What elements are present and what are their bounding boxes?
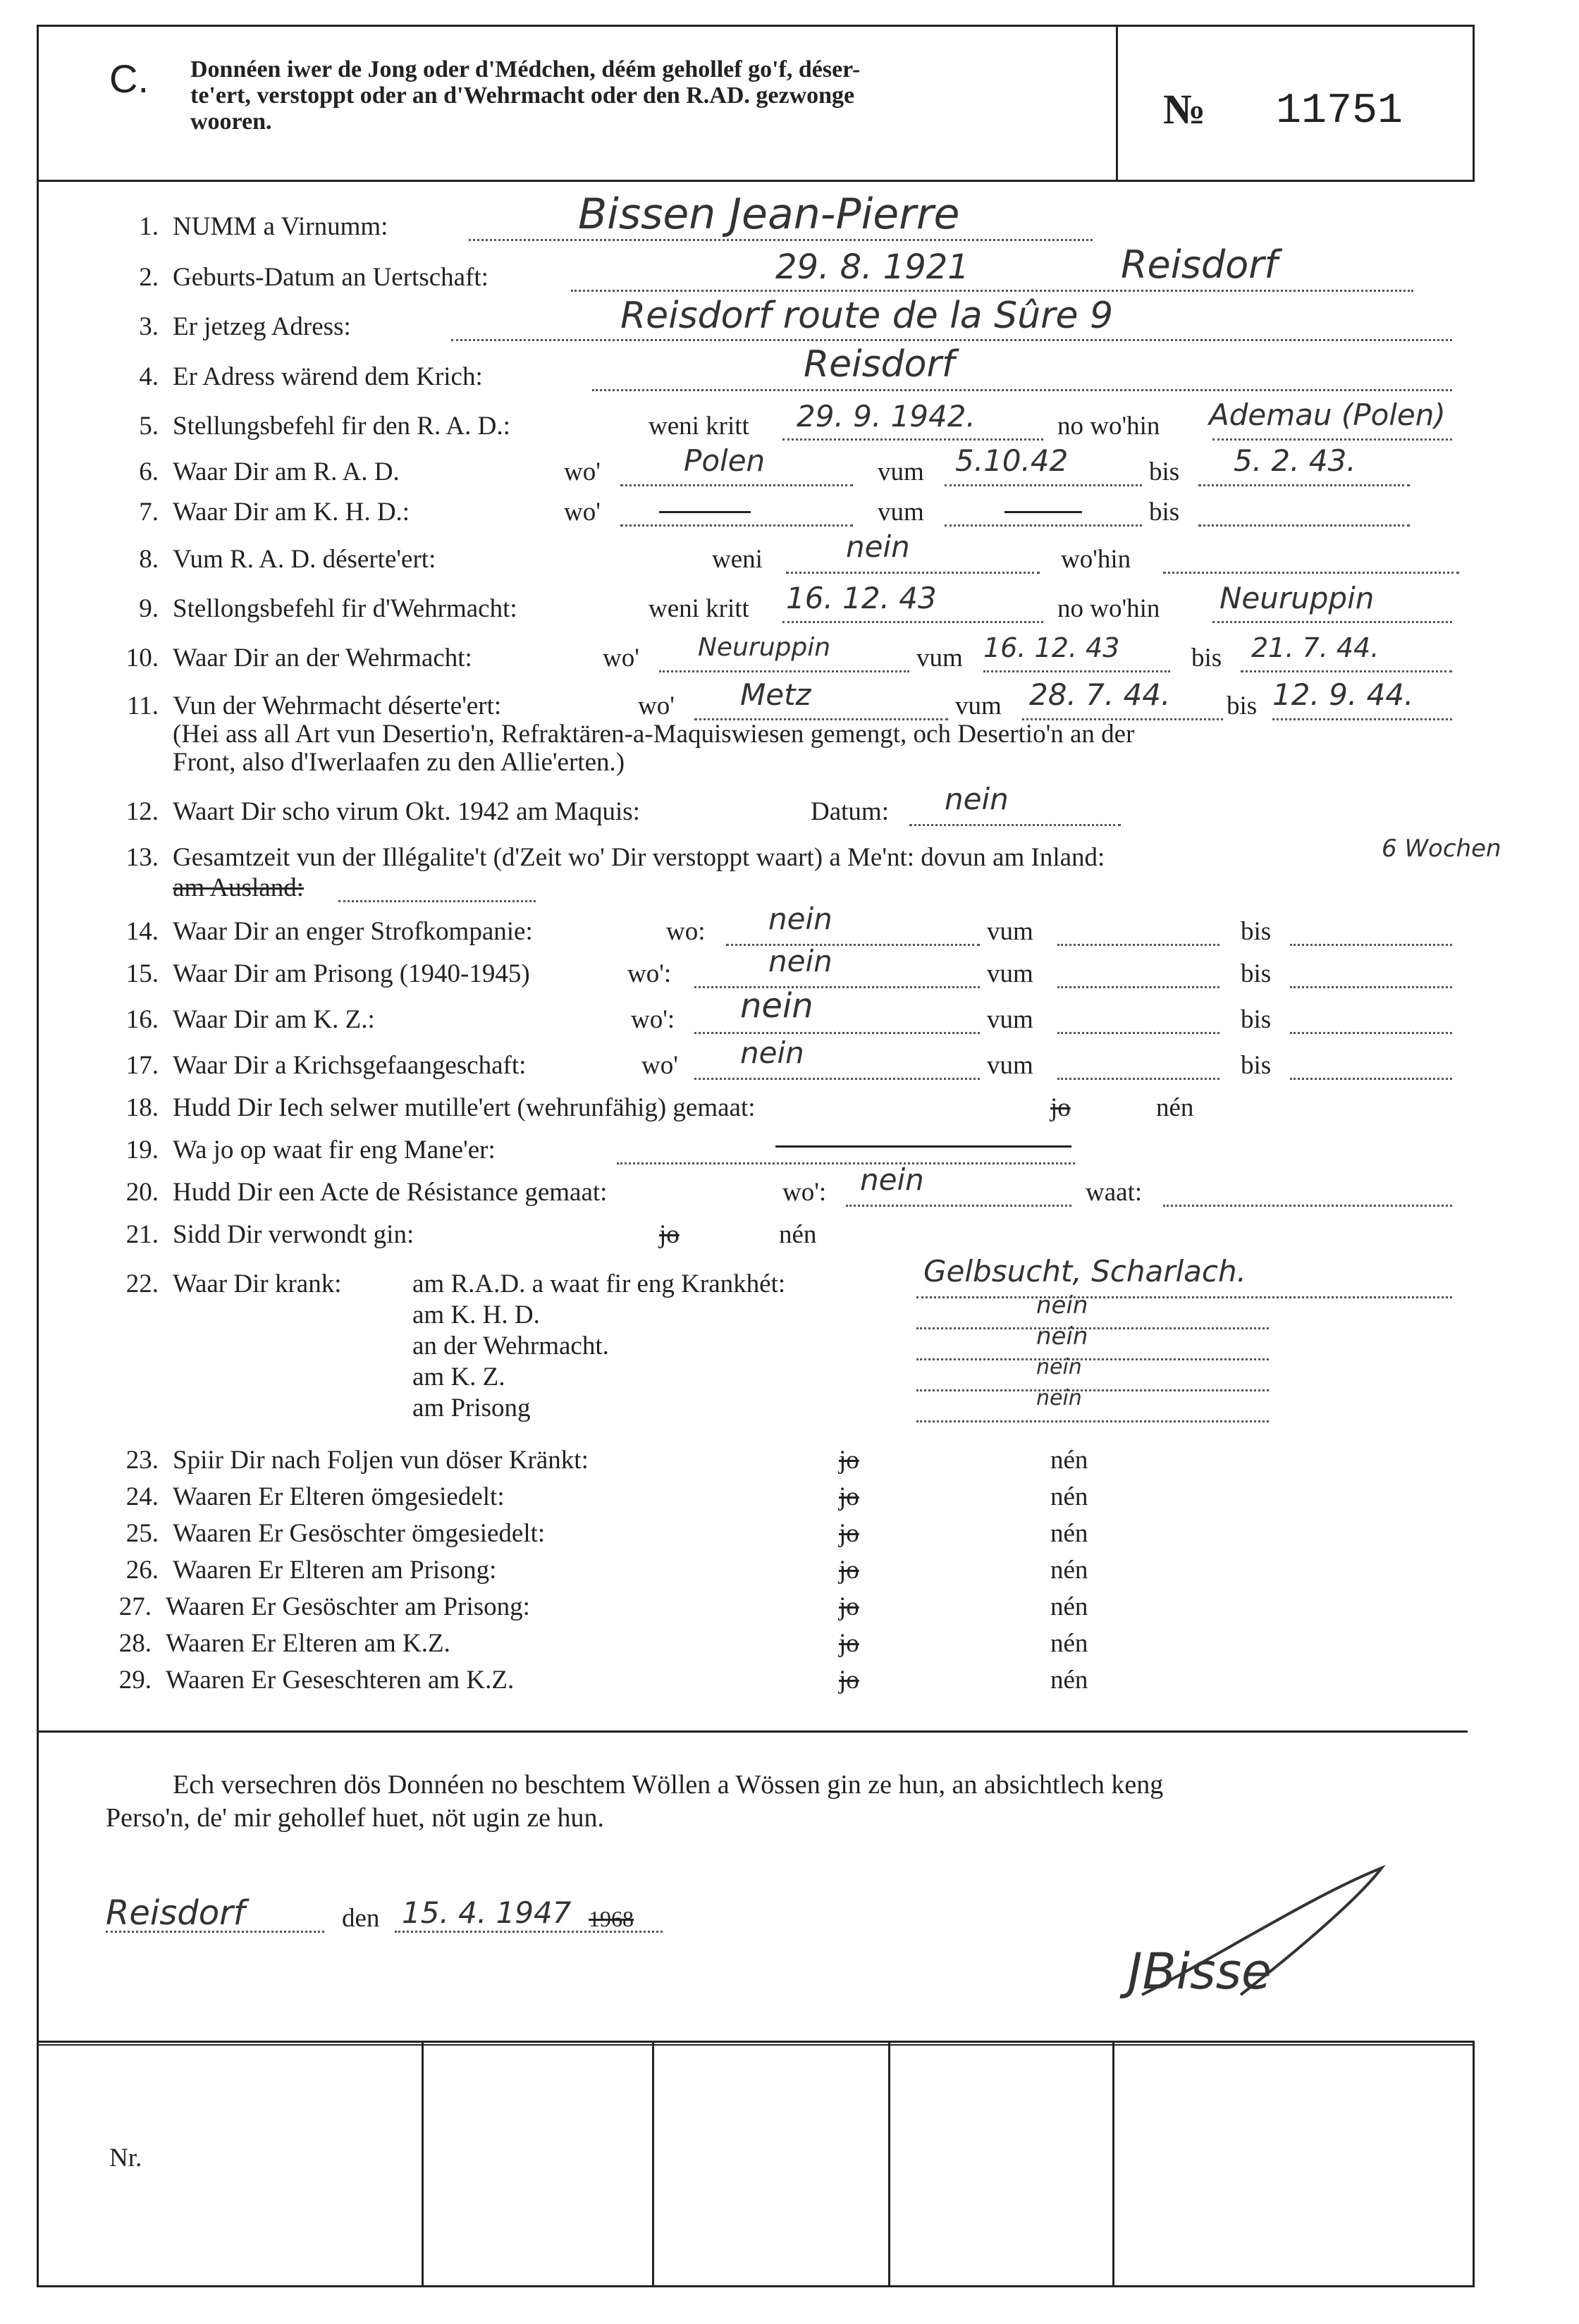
item-label: Waaren Er Gesöschter am Prisong: [166, 1592, 530, 1621]
wo-label: wo' [564, 498, 601, 527]
answer-line [916, 1355, 1269, 1360]
item-label: Waar Dir an enger Strofkompanie: [173, 917, 533, 946]
bis-label: bis [1241, 959, 1272, 988]
answer-line [1057, 983, 1219, 988]
item-label: NUMM a Virnumm: [173, 212, 388, 241]
item-number: 10. [125, 644, 159, 672]
wo-label: wo': [782, 1178, 827, 1207]
answer-line [782, 436, 1043, 441]
handwritten-place: Reisdorf [1121, 242, 1278, 287]
answer-line [694, 1075, 980, 1080]
answer-line [782, 618, 1043, 623]
struck-year: 1968 [589, 1906, 634, 1931]
item-number: 15. [125, 959, 159, 988]
handwritten-answer: nein [740, 1035, 804, 1070]
item-number: 21. [125, 1220, 159, 1249]
item-label: Waar Dir an der Wehrmacht: [173, 644, 472, 672]
bis-label: bis [1191, 644, 1222, 672]
dash-mark [1004, 511, 1082, 513]
answer-line [916, 1387, 1269, 1391]
answer-line [1057, 1075, 1219, 1080]
item-number: 27. [118, 1592, 152, 1621]
item-label: Waar Dir a Krichsgefaangeschaft: [173, 1051, 527, 1080]
form-number: 11751 [1276, 87, 1403, 135]
handwritten-place: Metz [740, 677, 811, 712]
handwritten-date: 29. 8. 1921 [775, 247, 969, 287]
vum-label: vum [916, 644, 963, 672]
handwritten-answer: nein [846, 529, 910, 564]
handwritten-date: 12. 9. 44. [1272, 677, 1414, 712]
option-jo-struck: jo [1050, 1093, 1071, 1122]
item-label: Er Adress wärend dem Krich: [173, 362, 483, 391]
weni-label: weni [712, 545, 763, 574]
header-divider [1116, 25, 1118, 180]
handwritten-date: 5. 2. 43. [1234, 443, 1356, 478]
handwritten-answer: Gelbsucht, Scharlach. [923, 1254, 1246, 1289]
handwritten-answer: nein [1036, 1291, 1088, 1320]
answer-line [451, 336, 1452, 341]
option-jo-struck: jo [659, 1220, 680, 1249]
item-label: Geburts-Datum an Uertschaft: [173, 263, 489, 292]
item-number: 2. [139, 263, 159, 292]
handwritten-answer: 6 Wochen [1382, 835, 1501, 863]
header-bottom-line [37, 180, 1475, 182]
item-label: Gesamtzeit vun der Illégalite't (d'Zeit wo' Dir verstoppt waart) a Me'nt: dovun am Inland: [173, 843, 1105, 872]
bis-label: bis [1149, 457, 1180, 486]
item-note: (Hei ass all Art vun Desertio'n, Refraktären-a-Maquiswiesen gemengt, och Desertio'n an der [173, 720, 1135, 749]
item-label: Stellungsbefehl fir den R. A. D.: [173, 412, 510, 441]
item-label: Vum R. A. D. déserte'ert: [173, 545, 436, 574]
handwritten-place: Ademau (Polen) [1209, 398, 1446, 432]
vum-label: vum [987, 959, 1033, 988]
struck-label: am Ausland: [173, 873, 305, 902]
header-line-3: wooren. [190, 109, 272, 135]
answer-line [106, 1928, 324, 1933]
option-nen: nén [1156, 1093, 1194, 1122]
footer-column-divider [422, 2041, 424, 2287]
footer-top-line-2 [37, 2044, 1475, 2046]
vum-label: vum [955, 691, 1002, 720]
handwritten-date: 15. 4. 1947 [402, 1895, 572, 1930]
answer-line [571, 287, 1413, 292]
sickness-sub-label: am R.A.D. a waat fir eng Krankhét: [412, 1269, 786, 1298]
handwritten-answer: nein [740, 986, 813, 1026]
handwritten-date: 29. 9. 1942. [797, 399, 976, 434]
item-label: Waaren Er Gesöschter ömgesiedelt: [173, 1519, 546, 1548]
handwritten-answer: nein [768, 902, 832, 936]
item-number: 9. [139, 594, 159, 623]
item-label: Waaren Er Elteren am K.Z. [166, 1629, 450, 1658]
handwritten-place: Neuruppin [1219, 581, 1375, 615]
answer-line [694, 983, 980, 988]
item-label: Sidd Dir verwondt gin: [173, 1220, 414, 1249]
sickness-sub-label: am K. Z. [412, 1363, 505, 1391]
handwritten-date: 16. 12. 43 [786, 581, 937, 615]
item-number: 12. [125, 797, 159, 826]
weni-kritt-label: weni kritt [649, 412, 749, 441]
item-label: Waaren Er Elteren am Prisong: [173, 1556, 497, 1585]
answer-line [916, 1418, 1269, 1422]
right-border-bottom [1473, 2041, 1475, 2287]
answer-line [617, 1160, 1075, 1164]
item-number: 19. [125, 1136, 159, 1164]
answer-line [1290, 983, 1452, 988]
answer-line [1290, 941, 1452, 946]
option-nen: nén [1050, 1592, 1088, 1621]
answer-line [1212, 618, 1452, 623]
bis-label: bis [1241, 917, 1272, 946]
handwritten-answer: Reisdorf [804, 343, 955, 386]
declaration-line-2: Perso'n, de' mir gehollef huet, nöt ugin ze hun. [106, 1803, 605, 1833]
item-number: 16. [125, 1005, 159, 1034]
option-nen: nén [1050, 1556, 1088, 1585]
handwritten-date: 21. 7. 44. [1251, 632, 1380, 663]
answer-line [620, 481, 853, 486]
option-jo-struck: jo [839, 1446, 859, 1475]
item-number: 23. [125, 1446, 159, 1475]
answer-line [338, 897, 536, 902]
option-nen: nén [1050, 1519, 1088, 1548]
declaration-line-1: Ech versechren dös Donnéen no beschtem Wöllen a Wössen gin ze hun, an absichtlech keng [173, 1770, 1164, 1800]
handwritten-signature: JBisse [1128, 1943, 1272, 2000]
dash-mark [659, 511, 751, 513]
item-number: 8. [139, 545, 159, 574]
wohin-label: wo'hin [1061, 545, 1131, 574]
section-divider [37, 1730, 1468, 1733]
bottom-border [37, 2285, 1475, 2287]
answer-line [1163, 1202, 1452, 1207]
handwritten-answer: Reisdorf route de la Sûre 9 [620, 295, 1114, 337]
item-number: 3. [139, 312, 159, 341]
sickness-sub-label: am Prisong [412, 1394, 531, 1422]
left-border [37, 25, 39, 2287]
den-label: den [342, 1904, 380, 1933]
footer-column-divider [1112, 2041, 1114, 2287]
wo-label: wo' [564, 457, 601, 486]
item-label: Waar Dir am Prisong (1940-1945) [173, 959, 530, 988]
sickness-sub-label: am K. H. D. [412, 1301, 540, 1329]
answer-line [1241, 668, 1452, 672]
handwritten-place: Neuruppin [698, 633, 831, 662]
wo-label: wo': [631, 1005, 675, 1034]
number-label: № [1163, 86, 1206, 133]
handwritten-answer: nein [768, 944, 832, 978]
answer-line [659, 668, 909, 672]
no-wohin-label: no wo'hin [1057, 412, 1160, 441]
item-label: Hudd Dir een Acte de Résistance gemaat: [173, 1178, 608, 1207]
answer-line [1057, 941, 1219, 946]
option-nen: nén [779, 1220, 817, 1249]
item-label: Vun der Wehrmacht déserte'ert: [173, 691, 502, 720]
datum-label: Datum: [811, 797, 889, 826]
handwritten-place: Reisdorf [106, 1893, 245, 1933]
handwritten-place: Polen [684, 443, 766, 478]
section-letter: C. [109, 56, 149, 101]
item-number: 11. [127, 691, 159, 720]
item-label: Wa jo op waat fir eng Mane'er: [173, 1136, 496, 1164]
handwritten-date: 5.10.42 [955, 443, 1069, 478]
wo-label: wo' [603, 644, 639, 672]
wo-label: wo': [627, 959, 672, 988]
answer-line [945, 481, 1142, 486]
item-note: Front, also d'Iwerlaafen zu den Allie'erten.) [173, 748, 625, 777]
footer-column-divider [652, 2041, 654, 2287]
handwritten-date: 28. 7. 44. [1029, 677, 1171, 712]
wo-label: wo' [641, 1051, 678, 1080]
answer-line [1057, 1029, 1219, 1034]
item-number: 1. [139, 212, 159, 241]
handwritten-answer: nein [1036, 1386, 1082, 1410]
option-jo-struck: jo [839, 1666, 859, 1695]
answer-line [1198, 522, 1410, 527]
item-number: 25. [125, 1519, 159, 1548]
option-nen: nén [1050, 1629, 1088, 1658]
bis-label: bis [1241, 1005, 1272, 1034]
top-border [37, 25, 1475, 27]
header-line-1: Donnéen iwer de Jong oder d'Médchen, déém gehollef go'f, déser- [190, 56, 861, 82]
item-number: 7. [139, 498, 159, 527]
waat-label: waat: [1086, 1178, 1143, 1207]
handwritten-answer: Bissen Jean-Pierre [578, 190, 960, 239]
answer-line [983, 668, 1170, 672]
nr-label: Nr. [109, 2144, 142, 2172]
item-label: Waaren Er Geseschteren am K.Z. [166, 1666, 515, 1695]
item-label: Er jetzeg Adress: [173, 312, 351, 341]
answer-line [1290, 1029, 1452, 1034]
answer-line [916, 1324, 1269, 1329]
answer-line [592, 386, 1452, 391]
answer-line [1198, 481, 1410, 486]
answer-line [694, 1029, 980, 1034]
item-number: 18. [125, 1093, 159, 1122]
sickness-sub-label: an der Wehrmacht. [412, 1332, 609, 1360]
answer-line [909, 821, 1121, 826]
dash-mark [775, 1145, 1071, 1148]
wo-label: wo' [638, 691, 675, 720]
answer-line [620, 522, 853, 527]
answer-line [945, 522, 1142, 527]
handwritten-answer: nein [1036, 1322, 1088, 1351]
answer-line [786, 569, 1040, 574]
signature-flourish-icon [1128, 1854, 1396, 2009]
item-number: 17. [125, 1051, 159, 1080]
item-label: Waar Dir krank: [173, 1269, 342, 1298]
bis-label: bis [1149, 498, 1180, 527]
option-jo-struck: jo [839, 1629, 859, 1658]
option-jo-struck: jo [839, 1592, 859, 1621]
item-number: 6. [139, 457, 159, 486]
vum-label: vum [987, 1005, 1033, 1034]
item-number: 26. [125, 1556, 159, 1585]
answer-line [1272, 715, 1452, 720]
item-label: Waar Dir am K. H. D.: [173, 498, 410, 527]
vum-label: vum [878, 457, 924, 486]
option-nen: nén [1050, 1482, 1088, 1511]
answer-line [1212, 436, 1452, 441]
answer-line [846, 1202, 1071, 1207]
footer-top-line [37, 2041, 1475, 2043]
handwritten-answer: nein [860, 1162, 924, 1197]
wo-label: wo: [666, 917, 706, 946]
answer-line [726, 941, 980, 946]
option-jo-struck: jo [839, 1519, 859, 1548]
item-label: Waart Dir scho virum Okt. 1942 am Maquis: [173, 797, 640, 826]
answer-line [1163, 569, 1459, 574]
vum-label: vum [987, 917, 1033, 946]
option-jo-struck: jo [839, 1482, 859, 1511]
bis-label: bis [1241, 1051, 1272, 1080]
item-number: 24. [125, 1482, 159, 1511]
weni-kritt-label: weni kritt [649, 594, 749, 623]
item-label: Waar Dir am R. A. D. [173, 457, 400, 486]
item-number: 13. [125, 843, 159, 872]
vum-label: vum [878, 498, 924, 527]
answer-line [916, 1293, 1452, 1298]
answer-line [1290, 1075, 1452, 1080]
vum-label: vum [987, 1051, 1033, 1080]
option-jo-struck: jo [839, 1556, 859, 1585]
footer-column-divider [888, 2041, 890, 2287]
option-nen: nén [1050, 1446, 1088, 1475]
item-label: Stellongsbefehl fir d'Wehrmacht: [173, 594, 517, 623]
handwritten-date: 16. 12. 43 [983, 632, 1120, 663]
no-wohin-label: no wo'hin [1057, 594, 1160, 623]
bis-label: bis [1227, 691, 1258, 720]
option-nen: nén [1050, 1666, 1088, 1695]
item-number: 4. [139, 362, 159, 391]
item-number: 14. [125, 917, 159, 946]
item-number: 22. [125, 1269, 159, 1298]
item-number: 29. [118, 1666, 152, 1695]
item-number: 20. [125, 1178, 159, 1207]
item-label: Waaren Er Elteren ömgesiedelt: [173, 1482, 505, 1511]
right-border-top [1473, 25, 1475, 180]
handwritten-answer: nein [1036, 1355, 1082, 1379]
item-label: Spiir Dir nach Foljen vun döser Kränkt: [173, 1446, 589, 1475]
header-line-2: te'ert, verstoppt oder an d'Wehrmacht oder den R.AD. gezwonge [190, 82, 855, 109]
item-label: Hudd Dir Iech selwer mutille'ert (wehrunfähig) gemaat: [173, 1093, 756, 1122]
item-label: Waar Dir am K. Z.: [173, 1005, 375, 1034]
item-number: 28. [118, 1629, 152, 1658]
item-number: 5. [139, 412, 159, 441]
handwritten-answer: nein [945, 782, 1009, 816]
